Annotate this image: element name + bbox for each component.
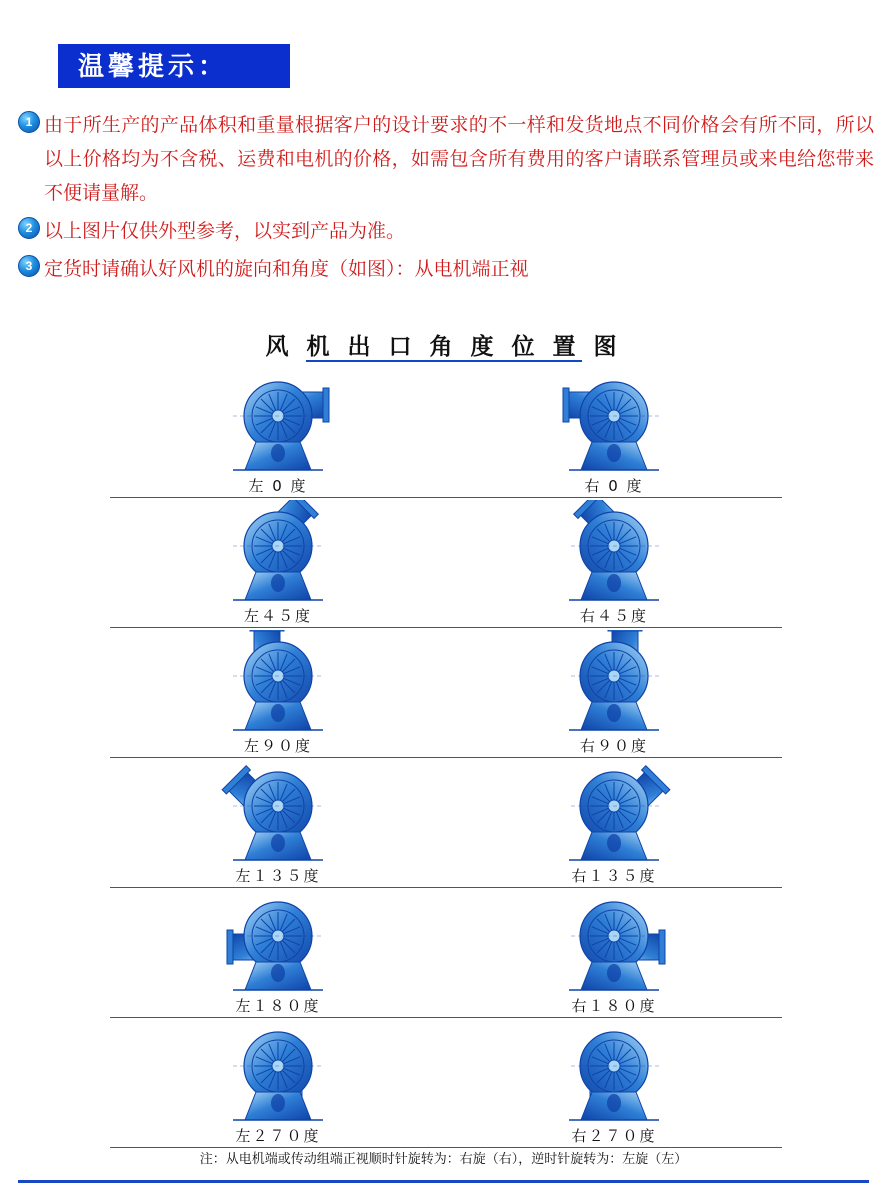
fan-angle-label: 右１３５度 xyxy=(571,867,657,885)
footnote-text: 注：从电机端或传动组端正视顺时针旋转为：右旋（右），逆时针旋转为：左旋（左） xyxy=(199,1152,688,1167)
fan-angle-cell xyxy=(110,888,446,1018)
note-badge-icon: 3 xyxy=(18,255,40,277)
note-text: 由于所生产的产品体积和重量根据客户的设计要求的不一样和发货地点不同价格会有所不同，所以以上价格均为不含税、运费和电机的价格，如需包含所有费用的客户请联系管理员或来电给您带来不便请量解。 xyxy=(44,114,874,204)
fan-angle-row xyxy=(110,368,782,498)
fan-figure-icon xyxy=(539,500,689,608)
tips-banner-label: 温馨提示： xyxy=(78,52,229,82)
fan-figure-icon xyxy=(203,1020,353,1128)
fan-angle-row xyxy=(110,498,782,628)
fan-angle-row xyxy=(110,888,782,1018)
fan-angle-label: 右１８０度 xyxy=(571,997,657,1015)
fan-figure-icon xyxy=(203,760,353,868)
fan-angle-label: 左４５度 xyxy=(243,607,312,625)
fan-figure-icon xyxy=(539,370,689,478)
fan-angle-cell xyxy=(446,758,782,888)
fan-figure-icon xyxy=(539,1020,689,1128)
fan-angle-label: 右４５度 xyxy=(579,607,648,625)
note-badge-icon: 2 xyxy=(18,217,40,239)
fan-angle-label: 左９０度 xyxy=(243,737,312,755)
fan-figure-icon xyxy=(203,630,353,738)
diagram-title: 风 机 出 口 角 度 位 置 图 xyxy=(265,334,622,360)
fan-angle-cell xyxy=(446,628,782,758)
fan-angle-cell xyxy=(110,628,446,758)
fan-figure-icon xyxy=(203,890,353,998)
note-text: 定货时请确认好风机的旋向和角度（如图）：从电机端正视 xyxy=(44,258,529,280)
fan-angle-cell xyxy=(110,368,446,498)
fan-figure-icon xyxy=(539,630,689,738)
fan-angle-cell xyxy=(110,498,446,628)
fan-figure-icon xyxy=(203,370,353,478)
fan-angle-grid xyxy=(110,368,782,1148)
fan-angle-label: 左１８０度 xyxy=(235,997,321,1015)
note-item xyxy=(18,214,878,248)
fan-angle-label: 左１３５度 xyxy=(235,867,321,885)
fan-angle-label: 右２７０度 xyxy=(571,1127,657,1145)
fan-angle-cell xyxy=(446,498,782,628)
note-badge-icon: 1 xyxy=(18,111,40,133)
fan-angle-row xyxy=(110,1018,782,1148)
fan-angle-label: 右 0 度 xyxy=(584,477,644,495)
fan-figure-icon xyxy=(539,890,689,998)
fan-angle-cell xyxy=(110,758,446,888)
fan-angle-row xyxy=(110,628,782,758)
fan-figure-icon xyxy=(539,760,689,868)
fan-angle-cell xyxy=(446,368,782,498)
fan-angle-label: 左 0 度 xyxy=(248,477,308,495)
fan-figure-icon xyxy=(203,500,353,608)
fan-angle-cell xyxy=(446,1018,782,1148)
fan-angle-label: 左２７０度 xyxy=(235,1127,321,1145)
fan-angle-cell xyxy=(110,1018,446,1148)
fan-angle-cell xyxy=(446,888,782,1018)
fan-angle-row xyxy=(110,758,782,888)
title-underline xyxy=(306,360,582,362)
note-text: 以上图片仅供外型参考，以实到产品为准。 xyxy=(44,220,406,242)
notes-list xyxy=(18,108,878,290)
note-item xyxy=(18,252,878,286)
fan-angle-label: 右９０度 xyxy=(579,737,648,755)
bottom-rule xyxy=(18,1180,869,1183)
note-item xyxy=(18,108,878,210)
